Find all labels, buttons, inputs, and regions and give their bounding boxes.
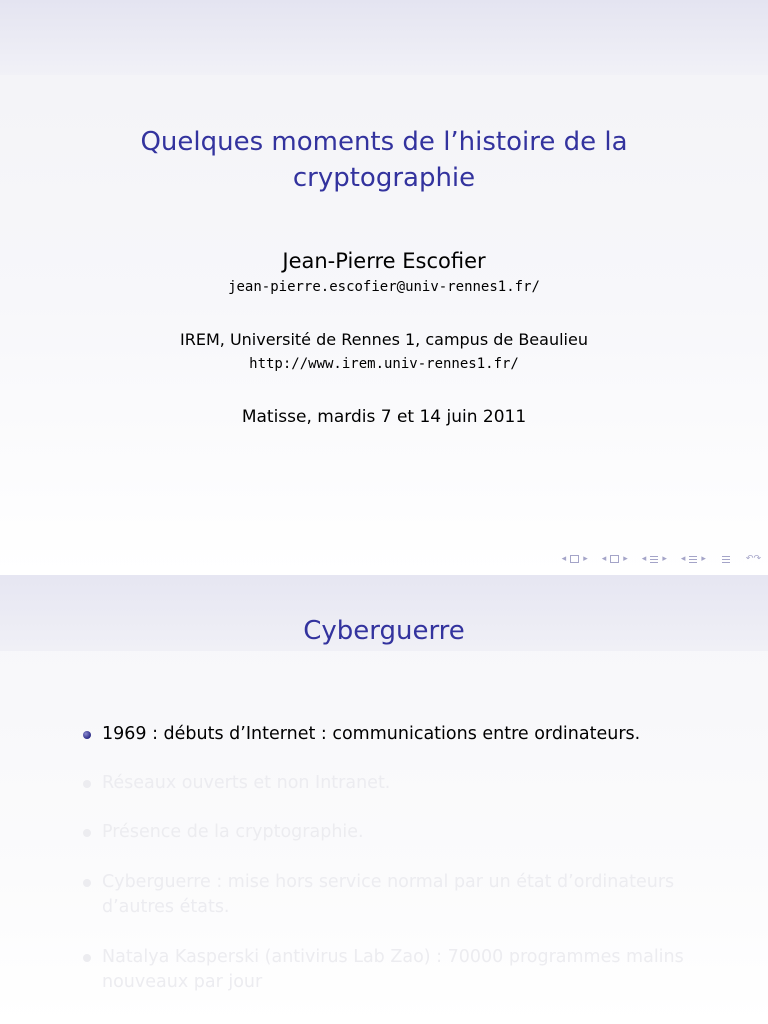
search-icon[interactable]: ↶↷: [745, 554, 761, 564]
bullet-text: 1969 : débuts d’Internet : communications entre ordinateurs.: [102, 724, 641, 744]
bullet-text-continued: d’autres états.: [102, 897, 230, 917]
bullet-text: Cyberguerre : mise hors service normal par un état d’ordinateurs: [102, 872, 675, 892]
beamer-navigation-bar: [549, 553, 762, 565]
bullet-text: Natalya Kasperski (antivirus Lab Zao) : 70000 programmes malins: [102, 947, 684, 967]
author-email: jean-pierre.escofier@univ-rennes1.fr/: [228, 279, 540, 295]
subsubsection-prev-icon[interactable]: ◂: [680, 554, 686, 564]
align-icon[interactable]: [722, 556, 730, 563]
presentation-date: Matisse, mardis 7 et 14 juin 2011: [241, 407, 527, 427]
subsubsection-next-icon[interactable]: ▸: [701, 554, 706, 564]
section-next-icon[interactable]: ▸: [662, 554, 667, 564]
section-prev-icon[interactable]: ◂: [641, 554, 647, 564]
title-line-1: Quelques moments de l’histoire de la: [140, 127, 628, 157]
align-nav: [719, 556, 733, 563]
slide-headband: [0, 0, 768, 75]
section-nav: [641, 553, 668, 565]
title-line-2: cryptographie: [292, 163, 476, 193]
bullet-text: Présence de la cryptographie.: [102, 822, 364, 842]
bullet-dot-icon: [83, 954, 91, 962]
bullet-dot-icon: [83, 829, 91, 837]
presentation-title: [0, 124, 768, 196]
bullet-dot-icon: [83, 780, 91, 788]
frame-next-icon[interactable]: ▸: [583, 554, 588, 564]
institution: IREM, Université de Rennes 1, campus de Beaulieu: [180, 330, 588, 349]
frame-icon[interactable]: [570, 555, 579, 563]
bullet-text: Réseaux ouverts et non Intranet.: [102, 773, 391, 793]
subsection-icon[interactable]: [610, 555, 619, 563]
subsection-nav: [601, 553, 629, 565]
section-icon[interactable]: [650, 556, 658, 563]
frame-nav: [561, 553, 589, 565]
subsection-prev-icon[interactable]: ◂: [601, 554, 607, 564]
subsubsection-nav: [680, 553, 707, 565]
bullet-dot-icon: [83, 879, 91, 887]
institution-url: http://www.irem.univ-rennes1.fr/: [249, 356, 519, 372]
subsubsection-icon[interactable]: [689, 556, 697, 563]
frame-title: Cyberguerre: [303, 616, 465, 646]
bullet-text-continued: nouveaux par jour: [102, 972, 263, 992]
bullet-dot-icon: [83, 731, 91, 739]
subsection-next-icon[interactable]: ▸: [623, 554, 628, 564]
content-slide: [0, 575, 768, 1024]
search-nav: [745, 553, 762, 565]
frame-prev-icon[interactable]: ◂: [561, 554, 567, 564]
author-name: Jean-Pierre Escofier: [282, 249, 486, 273]
